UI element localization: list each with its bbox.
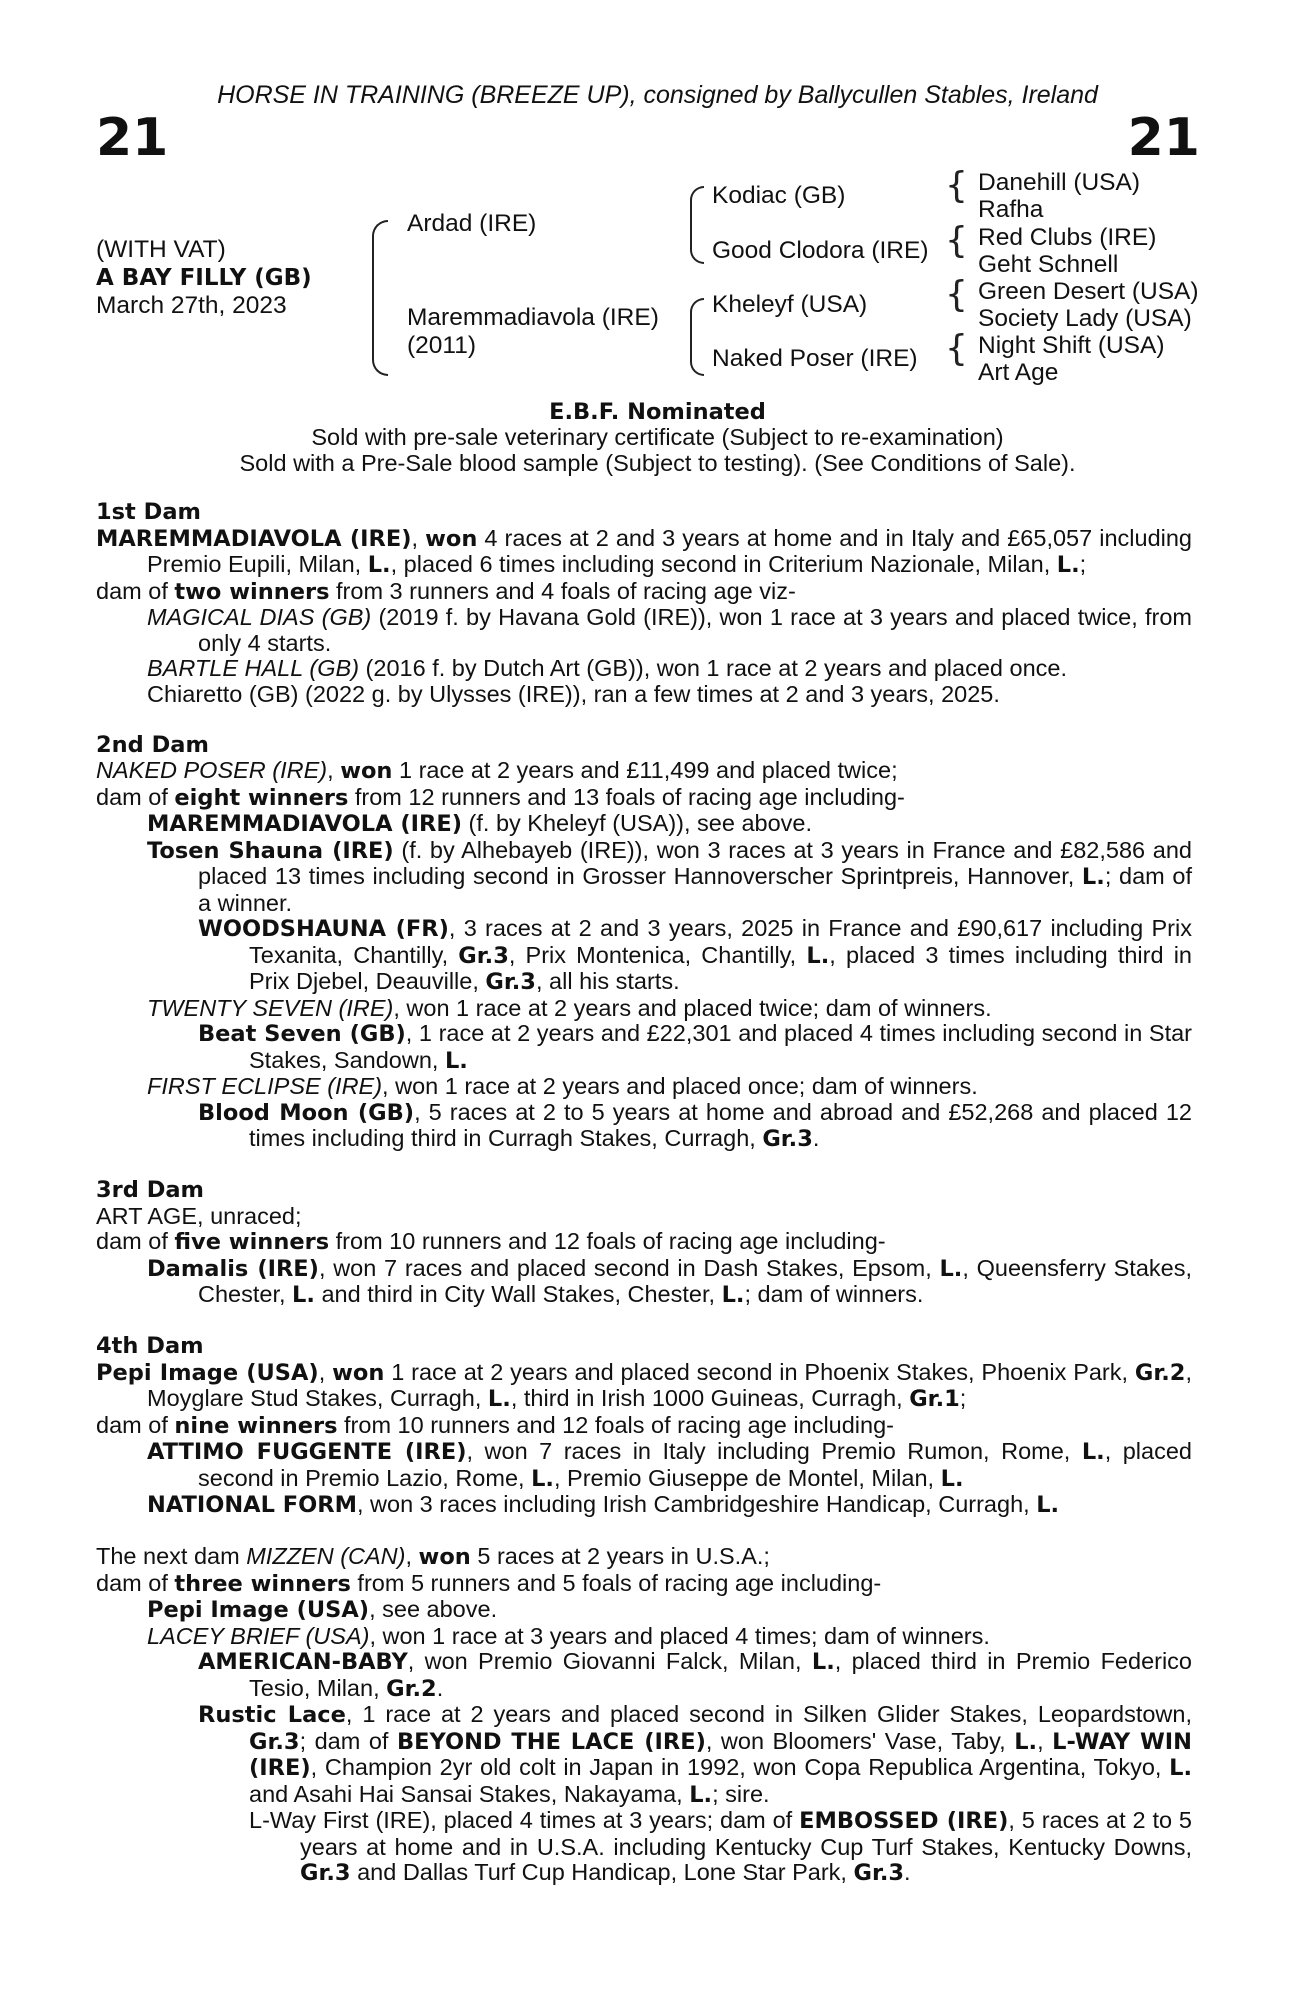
second-dam-record: NAKED POSER (IRE), won 1 race at 2 years and £11,499 and placed twice; [96,757,898,784]
list-item: Beat Seven (GB), 1 race at 2 years and £22,301 and placed 4 times including second in Star Stakes, Sandown, L. [198,1020,1193,1074]
dam-year: (2011) [407,332,477,359]
dam-dam: Naked Poser (IRE) [712,345,918,372]
section-heading: 2nd Dam [96,731,209,758]
dam-sire: Kheleyf (USA) [712,291,868,318]
list-item: NATIONAL FORM, won 3 races including Irish Cambridgeshire Handicap, Curragh, L. [147,1491,1060,1518]
list-item: MAREMMADIAVOLA (IRE) (f. by Kheleyf (USA)), see above. [147,810,813,837]
list-item: Pepi Image (USA), see above. [147,1596,498,1623]
vet-certificate-note: Sold with pre-sale veterinary certificate (Subject to re-examination) [311,424,1004,450]
list-item: L-Way First (IRE), placed 4 times at 3 years; dam of EMBOSSED (IRE), 5 races at 2 to 5 years at home and in U.S.A. including Kentucky Cup Turf Stakes, Kentucky Downs, Gr.3 and Dallas Turf Cup Handicap, Lone Star Park, Gr.3. [249,1807,1192,1886]
granddam-4: Art Age [978,359,1059,386]
grandsire-2: Red Clubs (IRE) [978,224,1157,251]
granddam-3: Society Lady (USA) [978,305,1192,332]
next-dam-record: The next dam MIZZEN (CAN), won 5 races at 2 years in U.S.A.; [96,1543,770,1570]
dam-name: Maremmadiavola (IRE) [407,304,659,331]
horse-name: A BAY FILLY (GB) [96,265,312,291]
third-dam-section [96,1178,1192,1309]
brace-2: { [945,220,968,261]
section-heading: 3rd Dam [96,1177,204,1203]
granddam-1: Rafha [978,196,1044,223]
list-item: Rustic Lace, 1 race at 2 years and placed second in Silken Glider Stakes, Leopardstown, Gr.3; dam of BEYOND THE LACE (IRE), won Bloomers' Vase, Taby, L., L-WAY WIN (IRE), Champion 2yr old colt in Japan in 1992, won Copa Republica Argentina, Tokyo, L. and Asahi Hai Sansai Stakes, Nakayama, L.; sire. [198,1701,1193,1808]
pedigree-bracket-dam [690,298,704,376]
list-item: ATTIMO FUGGENTE (IRE), won 7 races in Italy including Premio Rumon, Rome, L., placed second in Premio Lazio, Rome, L., Premio Giuseppe de Montel, Milan, L. [147,1438,1192,1492]
pedigree-bracket-main [372,220,388,376]
second-dam-section [96,733,1192,1153]
foaling-date: March 27th, 2023 [96,292,287,319]
sire-name: Ardad (IRE) [407,210,537,237]
list-item: Tosen Shauna (IRE) (f. by Alhebayeb (IRE)), won 3 races at 3 years in France and £82,586 and placed 13 times including second in Grosser Hannoverscher Sprintpreis, Hannover, L.; dam of a winner. [147,836,1192,916]
ebf-nominated: E.B.F. Nominated [549,399,766,425]
consignment-header: HORSE IN TRAINING (BREEZE UP), consigned by Ballycullen Stables, Ireland [217,81,1098,109]
list-item: Blood Moon (GB), 5 races at 2 to 5 years at home and abroad and £52,268 and placed 12 times including third in Curragh Stakes, Curragh, Gr.3. [198,1098,1192,1152]
list-item: TWENTY SEVEN (IRE), won 1 race at 2 years and placed twice; dam of winners. [147,994,992,1021]
grandsire-4: Night Shift (USA) [978,332,1165,359]
list-item: BARTLE HALL (GB) (2016 f. by Dutch Art (GB)), won 1 race at 2 years and placed once. [147,655,1068,681]
grandsire-1: Danehill (USA) [978,169,1141,196]
list-item: Damalis (IRE), won 7 races and placed second in Dash Stakes, Epsom, L., Queensferry Stakes, Chester, L. and third in City Wall Stakes, Chester, L.; dam of winners. [147,1254,1192,1308]
next-dam-produce: dam of three winners from 5 runners and 5 foals of racing age including- [96,1569,882,1597]
fourth-dam-section [96,1334,1192,1519]
third-dam-produce: dam of five winners from 10 runners and 12 foals of racing age including- [96,1228,886,1255]
list-item: WOODSHAUNA (FR), 3 races at 2 and 3 years, 2025 in France and £90,617 including Prix Texanita, Chantilly, Gr.3, Prix Montenica, Chantilly, L., placed 3 times including third in Prix Djebel, Deauville, Gr.3, all his starts. [198,915,1192,995]
second-dam-produce: dam of eight winners from 12 runners and 13 foals of racing age including- [96,783,905,811]
list-item: AMERICAN-BABY, won Premio Giovanni Falck, Milan, L., placed third in Premio Federico Tesio, Milan, Gr.2. [198,1648,1193,1702]
fourth-dam-record: Pepi Image (USA), won 1 race at 2 years and placed second in Phoenix Stakes, Phoenix Park, Gr.2, Moyglare Stud Stakes, Curragh, L., third in Irish 1000 Guineas, Curragh, Gr.1; [96,1358,1192,1412]
section-heading: 4th Dam [96,1333,204,1359]
section-heading: 1st Dam [96,499,201,525]
blood-sample-note: Sold with a Pre-Sale blood sample (Subject to testing). (See Conditions of Sale). [239,450,1076,476]
lot-number-right: 21 [1127,108,1200,168]
list-item: Chiaretto (GB) (2022 g. by Ulysses (IRE)), ran a few times at 2 and 3 years, 2025. [147,680,1000,707]
sire-sire: Kodiac (GB) [712,182,846,209]
first-dam-section [96,500,1192,707]
brace-3: { [945,274,968,315]
list-item: FIRST ECLIPSE (IRE), won 1 race at 2 years and placed once; dam of winners. [147,1073,978,1099]
list-item: MAGICAL DIAS (GB) (2019 f. by Havana Gold (IRE)), won 1 race at 3 years and placed twice, from only 4 starts. [147,604,1192,656]
vat-note: (WITH VAT) [96,236,226,263]
sire-dam: Good Clodora (IRE) [712,237,929,264]
lot-number-left: 21 [96,108,169,168]
granddam-2: Geht Schnell [978,251,1119,278]
pedigree-bracket-sire [690,186,704,264]
third-dam-record: ART AGE, unraced; [96,1202,302,1229]
catalogue-body [96,500,1192,1887]
first-dam-produce: dam of two winners from 3 runners and 4 foals of racing age viz- [96,577,796,605]
first-dam-record: MAREMMADIAVOLA (IRE), won 4 races at 2 and 3 years at home and in Italy and £65,057 including Premio Eupili, Milan, L., placed 6 times including second in Criterium Nazionale, Milan, L.; [96,524,1192,578]
list-item: LACEY BRIEF (USA), won 1 race at 3 years and placed 4 times; dam of winners. [147,1622,990,1649]
grandsire-3: Green Desert (USA) [978,278,1199,305]
fourth-dam-produce: dam of nine winners from 10 runners and 12 foals of racing age including- [96,1411,894,1439]
next-dam-section [96,1544,1192,1887]
brace-4: { [945,328,968,369]
brace-1: { [945,165,968,206]
